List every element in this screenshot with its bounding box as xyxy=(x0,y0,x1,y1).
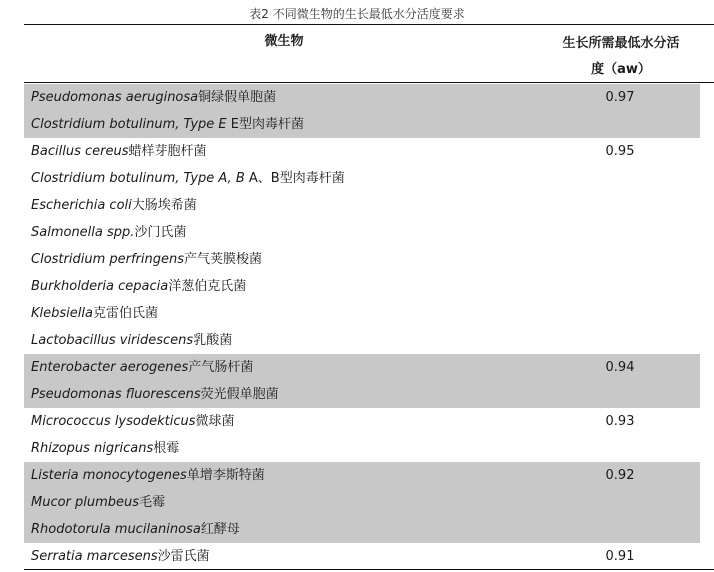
organism-cell xyxy=(31,516,240,543)
table-row xyxy=(24,300,700,327)
chinese-name: 克雷伯氏菌 xyxy=(92,306,158,321)
scientific-name: Micrococcus lysodekticus xyxy=(31,414,196,429)
table-group xyxy=(24,138,700,354)
chinese-name: 乳酸菌 xyxy=(193,333,233,348)
table-row xyxy=(24,138,700,165)
scientific-name: Pseudomonas fluorescens xyxy=(31,387,201,402)
organism-cell xyxy=(31,489,165,516)
scientific-name: Listeria monocytogenes xyxy=(31,468,187,483)
table-caption: 表2 不同微生物的生长最低水分活度要求 xyxy=(249,7,465,21)
water-activity-value: 0.97 xyxy=(605,90,635,105)
column-header-water-activity-line2: 度（aw） xyxy=(591,62,651,77)
scientific-name: Clostridium botulinum, Type A, B xyxy=(31,171,249,186)
column-header-water-activity-line1: 生长所需最低水分活 xyxy=(562,36,680,51)
scientific-name: Bacillus cereus xyxy=(31,144,129,159)
chinese-name: 荧光假单胞菌 xyxy=(200,387,279,402)
table-row xyxy=(24,381,700,408)
scientific-name: Escherichia coli xyxy=(31,198,132,213)
organism-cell xyxy=(31,381,279,408)
table-row xyxy=(24,327,700,354)
chinese-name: 毛霉 xyxy=(139,495,166,510)
bottom-rule xyxy=(24,569,714,570)
table-row xyxy=(24,408,700,435)
table-row xyxy=(24,354,700,381)
column-header-organism: 微生物 xyxy=(264,34,304,49)
table-row xyxy=(24,489,700,516)
scientific-name: Burkholderia cepacia xyxy=(31,279,169,294)
table-row xyxy=(24,192,700,219)
scientific-name: Lactobacillus viridescens xyxy=(31,333,194,348)
water-activity-value: 0.93 xyxy=(605,414,635,429)
table-row xyxy=(24,273,700,300)
scientific-name: Serratia marcesens xyxy=(31,549,158,564)
organism-cell xyxy=(31,543,210,570)
scientific-name: Clostridium botulinum, Type E xyxy=(31,117,231,132)
organism-cell xyxy=(31,246,262,273)
water-activity-value: 0.92 xyxy=(605,468,635,483)
scientific-name: Mucor plumbeus xyxy=(31,495,140,510)
scientific-name: Rhizopus nigricans xyxy=(31,441,154,456)
scientific-name: Clostridium perfringens xyxy=(31,252,184,267)
table-row xyxy=(24,435,700,462)
scientific-name: Enterobacter aerogenes xyxy=(31,360,189,375)
chinese-name: E型肉毒杆菌 xyxy=(230,117,304,132)
organism-cell xyxy=(31,435,179,462)
chinese-name: 红酵母 xyxy=(200,522,240,537)
chinese-name: 蜡样芽胞杆菌 xyxy=(128,144,207,159)
table-row xyxy=(24,462,700,489)
chinese-name: 大肠埃希菌 xyxy=(131,198,197,213)
organism-cell xyxy=(31,138,207,165)
table-row xyxy=(24,246,700,273)
top-rule xyxy=(24,24,714,25)
organism-cell xyxy=(31,273,246,300)
chinese-name: 铜绿假单胞菌 xyxy=(198,90,277,105)
table-group xyxy=(24,84,700,138)
chinese-name: 产气荚膜梭菌 xyxy=(184,252,263,267)
water-activity-value: 0.95 xyxy=(605,144,635,159)
table-group xyxy=(24,462,700,543)
table-row xyxy=(24,516,700,543)
organism-cell xyxy=(31,300,158,327)
scientific-name: Salmonella spp. xyxy=(31,225,135,240)
column-header-water-activity xyxy=(542,30,700,78)
table-row xyxy=(24,219,700,246)
chinese-name: 沙雷氏菌 xyxy=(157,549,210,564)
table-row xyxy=(24,543,700,570)
chinese-name: 沙门氏菌 xyxy=(134,225,187,240)
table-group xyxy=(24,408,700,462)
chinese-name: 产气肠杆菌 xyxy=(188,360,254,375)
water-activity-value: 0.91 xyxy=(605,549,635,564)
scientific-name: Klebsiella xyxy=(31,306,93,321)
chinese-name: 洋葱伯克氏菌 xyxy=(168,279,247,294)
header-rule xyxy=(24,82,714,83)
chinese-name: 单增李斯特菌 xyxy=(186,468,265,483)
chinese-name: A、B型肉毒杆菌 xyxy=(248,171,345,186)
table-row xyxy=(24,84,700,111)
organism-cell xyxy=(31,327,232,354)
organism-cell xyxy=(31,408,235,435)
organism-cell xyxy=(31,354,253,381)
table-row xyxy=(24,111,700,138)
organism-cell xyxy=(31,165,345,192)
organism-cell xyxy=(31,84,276,111)
organism-cell xyxy=(31,219,186,246)
table-row xyxy=(24,165,700,192)
organism-cell xyxy=(31,192,197,219)
organism-cell xyxy=(31,462,265,489)
chinese-name: 微球菌 xyxy=(195,414,235,429)
chinese-name: 根霉 xyxy=(153,441,180,456)
table-group xyxy=(24,354,700,408)
scientific-name: Pseudomonas aeruginosa xyxy=(31,90,199,105)
water-activity-value: 0.94 xyxy=(605,360,635,375)
organism-cell xyxy=(31,111,304,138)
scientific-name: Rhodotorula mucilaninosa xyxy=(31,522,201,537)
table-group xyxy=(24,543,700,570)
